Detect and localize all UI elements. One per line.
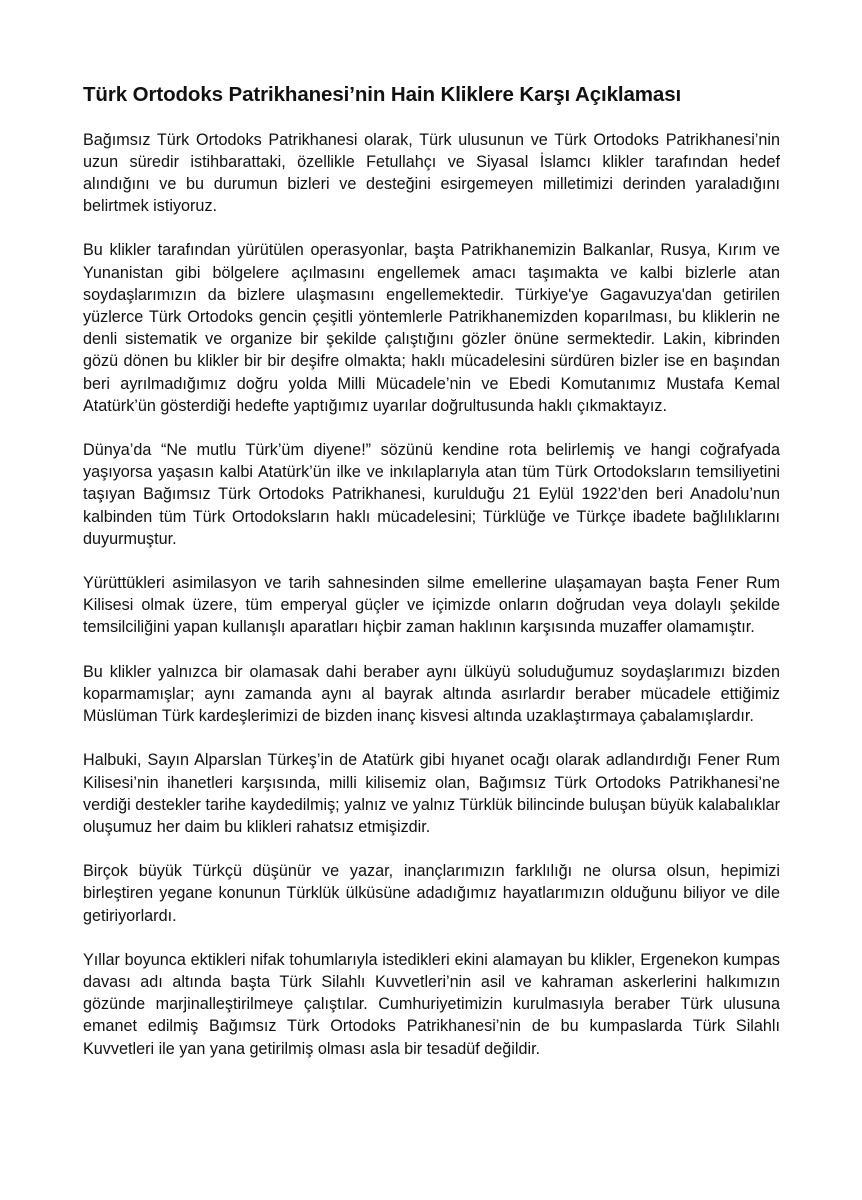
paragraph-2: Bu klikler tarafından yürütülen operasyonlar, başta Patrikhanemizin Balkanlar, Rusya, Kırım ve Yunanistan gibi bölgelere açılmasını engellemek amacı taşımakta ve kalbi bizlerle atan soydaşlarımızın da bizlere ulaşmasını engellemektedir. Türkiye'ye Gagavuzya'dan getirilen yüzlerce Türk Ortodoks gencin çeşitli yöntemlerle Patrikhanemizden koparılması, bu kliklerin ne denli sistematik ve organize bir şekilde çalıştığını gözler önüne sermektedir. Lakin, kibrinden gözü dönen bu klikler bir bir deşifre olmakta; haklı mücadelesini sürdüren bizler ise en başından beri ayrılmadığımız doğru yolda Milli Mücadele’nin ve Ebedi Komutanımız Mustafa Kemal Atatürk’ün gösterdiği hedefte yaptığımız uyarılar doğrultusunda haklı çıkmaktayız. — [83, 241, 780, 415]
paragraph-7: Birçok büyük Türkçü düşünür ve yazar, inançlarımızın farklılığı ne olursa olsun, hepimizi birleştiren yegane konunun Türklük ülküsüne adadığımız hayatlarımızın olduğunu biliyor ve dile getiriyorlardı. — [83, 862, 780, 925]
document-page — [83, 82, 780, 1082]
paragraph-5: Bu klikler yalnızca bir olamasak dahi beraber aynı ülküyü soluduğumuz soydaşlarımızı bizden koparmamışlar; aynı zamanda aynı al bayrak altında asırlardır beraber mücadele ettiğimiz Müslüman Türk kardeşlerimizi de bizden inanç kisvesi altında uzaklaştırmaya çabalamışlardır. — [83, 662, 780, 726]
paragraph-6: Halbuki, Sayın Alparslan Türkeş’in de Atatürk gibi hıyanet ocağı olarak adlandırdığı Fener Rum Kilisesi’nin ihanetleri karşısında, milli kilisemiz olan, Bağımsız Türk Ortodoks Patrikhanesi’ne verdiği destekler tarihe kaydedilmiş; yalnız ve yalnız Türklük bilincinde buluşan büyük kalabalıklar oluşumuz her daim bu klikleri rahatsız etmişizdir. — [83, 751, 780, 836]
paragraph-4: Yürüttükleri asimilasyon ve tarih sahnesinden silme emellerine ulaşamayan başta Fener Rum Kilisesi olmak üzere, tüm emperyal güçler ve içimizde onların doğrudan veya dolaylı şekilde temsilciliğini yapan kullanışlı aparatları hiçbir zaman haklının karşısında muzaffer olamamıştır. — [83, 574, 780, 637]
document-title: Türk Ortodoks Patrikhanesi’nin Hain Kliklere Karşı Açıklaması — [83, 83, 682, 106]
paragraph-8: Yıllar boyunca ektikleri nifak tohumlarıyla istedikleri ekini alamayan bu klikler, Ergenekon kumpas davası adı altında başta Türk Silahlı Kuvvetleri’nin asil ve kahraman askerlerini halkımızın gözünde marjinalleştirilmeye çalıştılar. Cumhuriyetimizin kurulmasıyla beraber Türk ulusuna emanet edilmiş Bağımsız Türk Ortodoks Patrikhanesi’nin de bu kumpaslarda Türk Silahlı Kuvvetleri ile yan yana getirilmiş olması asla bir tesadüf değildir. — [83, 950, 780, 1058]
paragraph-3: Dünya’da “Ne mutlu Türk’üm diyene!” sözünü kendine rota belirlemiş ve hangi coğrafyada yaşıyorsa yaşasın kalbi Atatürk’ün ilke ve inkılaplarıyla atan tüm Türk Ortodoksların temsiliyetini taşıyan Bağımsız Türk Ortodoks Patrikhanesi, kurulduğu 21 Eylül 1922’den beri Anadolu’nun kalbinden tüm Türk Ortodoksların haklı mücadelesini; Türklüğe ve Türkçe ibadete bağlılıklarını duyurmuştur. — [83, 441, 780, 548]
paragraph-1: Bağımsız Türk Ortodoks Patrikhanesi olarak, Türk ulusunun ve Türk Ortodoks Patrikhanesi’nin uzun süredir istihbarattaki, özellikle Fetullahçı ve Siyasal İslamcı klikler tarafından hedef alındığını ve bu durumun bizleri ve desteğini esirgemeyen milletimizi derinden yaraladığını belirtmek istiyoruz. — [83, 130, 780, 216]
